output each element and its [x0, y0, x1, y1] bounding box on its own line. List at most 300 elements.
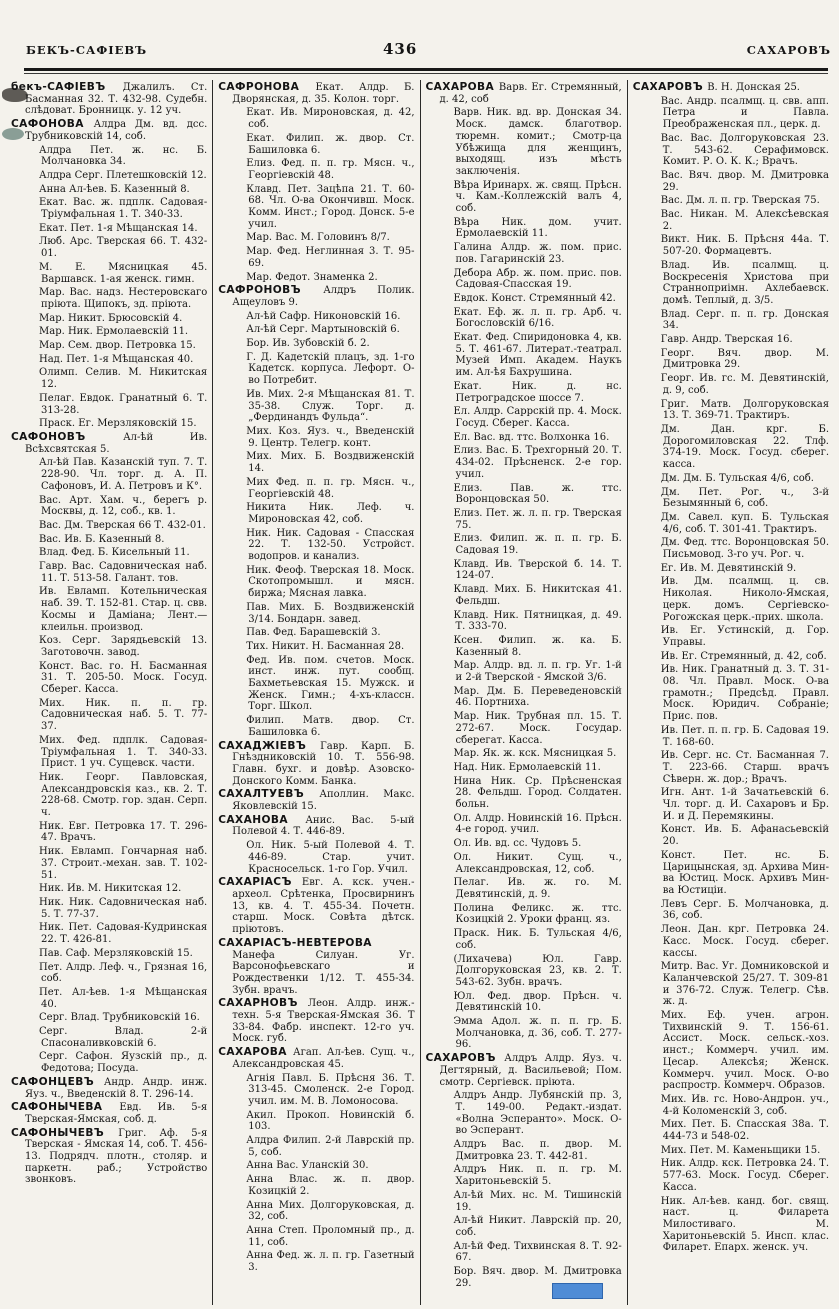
directory-entry: Варв. Ник. вд. вр. Донская 34. Моск. дамск. благотвор. тюремн. комит.; Смотр-ца Убѣжища для женщинъ, выходящ. изъ мѣстъ заключенія.: [426, 107, 622, 177]
page-number: 436: [383, 40, 418, 58]
directory-entry: Мар. Ник. Трубная пл. 15. Т. 272-67. Моск. Государ. сберегат. Касса.: [426, 711, 622, 746]
directory-entry: Бор. Ив. Зубовскій б. 2.: [218, 338, 414, 350]
directory-entry: Мих Фед. п. п. гр. Мясн. ч., Георгіевскій 48.: [218, 477, 414, 500]
directory-entry: Митр. Вас. Уг. Домниковской и Каланчевской 25/27. Т. 309-81 и 376-72. Служ. Телегр. Сѣв. ж. д.: [633, 961, 829, 1008]
directory-entry: Ив. Дм. псалмщ. ц. св. Николая. Николо-Ямская, церк. домъ. Сергіевско-Рогожская церк.-прих. школа.: [633, 576, 829, 623]
ditto-dash: [11, 1012, 39, 1024]
ditto-dash: [11, 457, 39, 469]
directory-entry: Конст. Пет. нс. Б. Царицынская, зд. Архива Мин-ва Юстиц. Моск. Архивъ Мин-ва Юстиціи.: [633, 850, 829, 897]
ditto-dash: [633, 924, 661, 936]
ditto-dash: [426, 406, 454, 418]
ditto-dash: [426, 381, 454, 393]
directory-entry: Праск. Ник. Б. Тульская 4/6, соб.: [426, 928, 622, 951]
directory-entry: Алдра Пет. ж. нс. Б. Молчановка 34.: [11, 145, 207, 168]
ditto-dash: [633, 787, 661, 799]
directory-entry: Серг. Влад. Трубниковскій 16.: [11, 1012, 207, 1024]
directory-entry: Ив. Мих. 2-я Мѣщанская 81. Т. 35-38. Служ. Торг. д. „Фердинандъ Фульда“.: [218, 389, 414, 424]
ditto-dash: [11, 418, 39, 430]
directory-entry: Пав. Фед. Барашевскій 3.: [218, 627, 414, 639]
ditto-dash: [426, 776, 454, 788]
ditto-dash: [218, 311, 246, 323]
directory-entry: Клавд. Ив. Тверской б. 14. Т. 124-07.: [426, 559, 622, 582]
ditto-dash: [633, 899, 661, 911]
directory-entry: Галина Алдр. ж. пом. прис. пов. Гагаринскій 23.: [426, 242, 622, 265]
ditto-dash: [11, 223, 39, 235]
ditto-dash: [218, 389, 246, 401]
directory-entry: Ол. Ив. вд. сс. Чудовъ 5.: [426, 838, 622, 850]
ditto-dash: [11, 635, 39, 647]
ditto-dash: [426, 242, 454, 254]
directory-entry: Мар. Сем. двор. Петровка 15.: [11, 340, 207, 352]
directory-entry: Ал-ѣй Мих. нс. М. Тишинскій 19.: [426, 1190, 622, 1213]
ditto-dash: [633, 195, 661, 207]
directory-entry: Вас. Арт. Хам. ч., берегъ р. Москвы, д. 12, соб., кв. 1.: [11, 495, 207, 518]
ditto-dash: [11, 262, 39, 274]
ditto-dash: [633, 399, 661, 411]
directory-entry: Мих. Пет. Б. Спасская 38а. Т. 444-73 и 548-02.: [633, 1119, 829, 1142]
ditto-dash: [633, 664, 661, 676]
ditto-dash: [218, 565, 246, 577]
directory-entry: Конст. Ив. Б. Афанасьевскій 20.: [633, 824, 829, 847]
directory-entry: Пет. Алдр. Леф. ч., Грязная 16, соб.: [11, 962, 207, 985]
column-4: [627, 80, 834, 1305]
directory-entry: Ол. Ник. 5-ый Полевой 4. Т. 446-89. Стар. учит. Красносельск. 1-го Гор. Учил.: [218, 840, 414, 875]
ditto-dash: [633, 234, 661, 246]
ditto-dash: [633, 512, 661, 524]
ditto-dash: [218, 477, 246, 489]
ditto-dash: [11, 1051, 39, 1063]
ditto-dash: [11, 821, 39, 833]
directory-entry: Ел. Вас. вд. ттс. Волхонка 16.: [426, 432, 622, 444]
directory-entry: Ал-ѣй Никит. Лаврскій пр. 20, соб.: [426, 1215, 622, 1238]
ditto-dash: [633, 1196, 661, 1208]
directory-entry: Мих. Пет. М. Каменьщики 15.: [633, 1145, 829, 1157]
surname: САХАРОВА: [425, 81, 499, 93]
directory-entry: Вас. Никан. М. Алексѣевская 2.: [633, 209, 829, 232]
directory-entry: Мих. Еф. учен. агрон. Тихвинскій 9. Т. 156-61. Ассист. Моск. сельск.-хоз. инст.; Коммерч. учил. им. Цесар. Алексѣя; Женск. Коммерч. учил. Моск. О-во распростр. Коммерч. Образов.: [633, 1010, 829, 1092]
ditto-dash: [218, 107, 246, 119]
ditto-dash: [633, 260, 661, 272]
ditto-dash: [426, 1016, 454, 1028]
ditto-dash: [218, 1110, 246, 1122]
ditto-dash: [426, 107, 454, 119]
ditto-dash: [11, 987, 39, 999]
ditto-dash: [11, 735, 39, 747]
directory-entry: САФОНЫЧЕВА Евд. Ив. 5-я Тверская-Ямская, соб. д.: [11, 1101, 208, 1125]
ditto-dash: [426, 852, 454, 864]
ditto-dash: [11, 586, 39, 598]
ditto-dash: [11, 326, 39, 338]
directory-entry: Ник. Евг. Петровка 17. Т. 296-47. Врачъ.: [11, 821, 207, 844]
directory-entry: Мар. Як. ж. кск. Мясницкая 5.: [426, 748, 622, 760]
directory-entry: Пет. Ал-ѣев. 1-я Мѣщанская 40.: [11, 987, 207, 1010]
directory-entry: Леон. Дан. крг. Петровка 24. Касс. Моск. Госуд. сберег. кассы.: [633, 924, 829, 959]
directory-entry: Мар. Дм. Б. Переведеновскій 46. Портниха.: [426, 686, 622, 709]
ditto-dash: [633, 133, 661, 145]
ditto-dash: [11, 367, 39, 379]
surname: бекъ-САФІЕВЪ: [11, 81, 123, 93]
ditto-dash: [633, 96, 661, 108]
ditto-dash: [633, 750, 661, 762]
ditto-dash: [426, 877, 454, 889]
directory-entry: Вас. Вяч. двор. М. Дмитровка 29.: [633, 170, 829, 193]
ditto-dash: [426, 954, 454, 966]
ditto-dash: [218, 338, 246, 350]
ditto-dash: [11, 698, 39, 710]
ditto-dash: [633, 1094, 661, 1106]
ditto-dash: [218, 528, 246, 540]
ditto-dash: [426, 533, 454, 545]
ditto-dash: [218, 1160, 246, 1172]
directory-entry: Екат. Вас. ж. пдплк. Садовая-Тріумфальная 1. Т. 340-33.: [11, 197, 207, 220]
ditto-dash: [426, 1090, 454, 1102]
ditto-dash: [633, 563, 661, 575]
surname: САХАРНОВЪ: [218, 997, 308, 1010]
column-3: [420, 80, 627, 1305]
ditto-dash: [426, 293, 454, 305]
directory-entry: Екат. Пет. 1-я Мѣщанская 14.: [11, 223, 207, 235]
ditto-dash: [426, 584, 454, 596]
directory-entry: Ол. Алдр. Новинскій 16. Прѣсн. 4-е город. учил.: [426, 813, 622, 836]
directory-entry: Екат. Ив. Мироновская, д. 42, соб.: [218, 107, 414, 130]
running-head: [0, 40, 839, 66]
directory-entry: САХАРІАСЪ-НЕВТЕРОВА Манефа Силуан. Уг. Варсонофьевскаго и Рождественки 1/12. Т. 455-34. Зубн. врачъ.: [218, 936, 415, 996]
directory-entry: Мих. Мих. Б. Воздвиженскій 14.: [218, 451, 414, 474]
ditto-dash: [11, 883, 39, 895]
ditto-dash: [218, 352, 246, 364]
ditto-dash: [218, 1174, 246, 1186]
directory-entry: Дм. Фед. ттс. Воронцовская 50. Письмовод. 3-го уч. Рог. ч.: [633, 537, 829, 560]
ditto-dash: [633, 1158, 661, 1170]
directory-entry: Влад. Серг. п. п. гр. Донская 34.: [633, 309, 829, 332]
ditto-dash: [633, 961, 661, 973]
ditto-dash: [426, 432, 454, 444]
directory-entry: Клавд. Пет. Зацѣпа 21. Т. 60-68. Чл. О-ва Окончивш. Моск. Комм. Инст.; Город. Донск. 5-е учил.: [218, 184, 414, 231]
directory-entry: Левъ Серг. Б. Молчановка, д. 36, соб.: [633, 899, 829, 922]
surname: САХАЛТУЕВЪ: [218, 788, 320, 801]
directory-entry: Вѣра Ник. дом. учит. Ермолаевскій 11.: [426, 217, 622, 240]
directory-entry: Вас. Дм. л. п. гр. Тверская 75.: [633, 195, 829, 207]
column-1: [6, 80, 212, 1305]
ditto-dash: [426, 660, 454, 672]
ditto-dash: [633, 348, 661, 360]
directory-entry: Гавр. Вас. Садовническая наб. 11. Т. 513-58. Галант. тов.: [11, 561, 207, 584]
directory-entry: САФОНОВА Алдра Дм. вд. дсс. Трубниковскій 14, соб.: [11, 118, 208, 142]
directory-entry: Алдра Филип. 2-й Лаврскій пр. 5, соб.: [218, 1135, 414, 1158]
ditto-dash: [218, 272, 246, 284]
ditto-dash: [11, 354, 39, 366]
directory-entry: Георг. Вяч. двор. М. Дмитровка 29.: [633, 348, 829, 371]
ditto-dash: [11, 340, 39, 352]
ditto-dash: [11, 1026, 39, 1038]
ditto-dash: [426, 1241, 454, 1253]
directory-entry: Ник. Алдр. кск. Петровка 24. Т. 577-63. Моск. Госуд. Сберег. Касса.: [633, 1158, 829, 1193]
directory-entry: бекъ-САФІЕВЪ Джалилъ. Ст. Басманная 32. Т. 432-98. Судебн. слѣдоват. Бронницк. у. 12 уч.: [11, 81, 208, 117]
directory-entry: Полина Феликс. ж. ттс. Козицкій 2. Уроки франц. яз.: [426, 903, 622, 926]
directory-entry: Конст. Вас. го. Н. Басманная 31. Т. 205-50. Моск. Госуд. Сберег. Касса.: [11, 661, 207, 696]
directory-entry: САХАРОВЪ Алдръ Алдр. Яуз. ч. Дегтярный, д. Васильевой; Пом. смотр. Сергіевск. пріюта.: [425, 1052, 622, 1088]
ditto-dash: [11, 197, 39, 209]
ditto-dash: [426, 559, 454, 571]
ditto-dash: [11, 547, 39, 559]
ditto-dash: [426, 180, 454, 192]
directory-entry: Анна Мих. Долгоруковская, д. 32, соб.: [218, 1200, 414, 1223]
ditto-dash: [218, 641, 246, 653]
directory-entry: Екат. Еф. ж. л. п. гр. Арб. ч. Богословскій 6/16.: [426, 307, 622, 330]
directory-entry: Мар. Вас. М. Головинъ 8/7.: [218, 232, 414, 244]
ditto-dash: [633, 725, 661, 737]
directory-entry: М. Е. Мясницкая 45. Варшавск. 1-ая женск. гимн.: [11, 262, 207, 285]
ditto-dash: [633, 1119, 661, 1131]
directory-entry: Ал-ѣй Пав. Казанскій туп. 7. Т. 228-90. Чл. торг. д. А. П. Сафоновъ, И. А. Петровъ и К°.: [11, 457, 207, 492]
ditto-dash: [426, 1266, 454, 1278]
directory-entry: САХАНОВА Анис. Вас. 5-ый Полевой 4. Т. 446-89.: [218, 813, 415, 838]
ditto-dash: [426, 711, 454, 723]
ditto-dash: [426, 762, 454, 774]
surname: САХАРОВА: [218, 1046, 294, 1059]
ditto-dash: [11, 561, 39, 573]
directory-entry: Мих. Коз. Яуз. ч., Введенскій 9. Центр. Телегр. конт.: [218, 426, 414, 449]
directory-entry: Вас. Андр. псалмщ. ц. свв. апп. Петра и Павла. Преображенская пл., церк. д.: [633, 96, 829, 131]
directory-entry: Ник. Георг. Павловская, Александровскія каз., кв. 2. Т. 228-68. Смотр. гор. здан. Серп. ч.: [11, 772, 207, 819]
directory-entry: Бор. Вяч. двор. М. Дмитровка 29.: [426, 1266, 622, 1289]
ditto-dash: [633, 824, 661, 836]
directory-entry: (Лихачева) Юл. Гавр. Долгоруковская 23, кв. 2. Т. 543-62. Зубн. врачъ.: [426, 954, 622, 989]
directory-entry: Елиз. Филип. ж. п. п. гр. Б. Садовая 19.: [426, 533, 622, 556]
directory-entry: Ник. Пет. Садовая-Кудринская 22. Т. 426-81.: [11, 922, 207, 945]
directory-entry: САХАРНОВЪ Леон. Алдр. инж.-техн. 5-я Тверская-Ямская 36. Т 33-84. Фабр. инспект. 12-го уч. Моск. губ.: [218, 997, 415, 1045]
surname: САФОНОВЪ: [11, 430, 124, 443]
ditto-dash: [11, 948, 39, 960]
directory-entry: Елиз. Пет. ж. л. п. гр. Тверская 75.: [426, 508, 622, 531]
ditto-dash: [218, 324, 246, 336]
directory-entry: Ал-ѣй Сафр. Никоновскій 16.: [218, 311, 414, 323]
directory-entry: Анна Вас. Уланскій 30.: [218, 1160, 414, 1172]
directory-entry: Евдок. Конст. Стремянный 42.: [426, 293, 622, 305]
directory-entry: САФОНЦЕВЪ Андр. Андр. инж. Яуз. ч., Введенскій 8. Т. 296-14.: [11, 1075, 208, 1100]
directory-entry: Пав. Мих. Б. Воздвиженскій 3/14. Бондарн. завед.: [218, 602, 414, 625]
directory-entry: Фед. Ив. пом. счетов. Моск. инст. инж. пут. сообщ. Бахметьевская 15. Мужск. и Женск. Гимн.; 4-хъ-классн. Торг. Школ.: [218, 655, 414, 714]
surname: САХАНОВА: [218, 813, 306, 826]
directory-entry: Анна Влас. ж. п. двор. Козицкій 2.: [218, 1174, 414, 1197]
ditto-dash: [426, 748, 454, 760]
directory-entry: Ник. Ал-ѣев. канд. бог. свящ. наст. ц. Филарета Милостиваго. М. Харитоньевскій 5. Инсп. клас. Филарет. Епарх. женск. уч.: [633, 1196, 829, 1255]
directory-entry: Елиз. Фед. п. п. гр. Мясн. ч., Георгіевскій 48.: [218, 158, 414, 181]
directory-entry: Ив. Евламп. Котельническая наб. 39. Т. 152-81. Стар. ц. свв. Космы и Даміана; Лент.—клеильн. производ.: [11, 586, 207, 633]
directory-entry: Ник. Ник. Садовая - Спасская 22. Т. 132-50. Устройст. водопров. и канализ.: [218, 528, 414, 563]
directory-entry: Екат. Ник. д. нс. Петроградское шоссе 7.: [426, 381, 622, 404]
directory-entry: Клавд. Мих. Б. Никитская 41. Фельдш.: [426, 584, 622, 607]
ditto-dash: [426, 1164, 454, 1176]
header-rule-thin: [24, 73, 828, 74]
directory-entry: Викт. Ник. Б. Прѣсня 44а. Т. 507-20. Формацевтъ.: [633, 234, 829, 257]
directory-entry: Коз. Серг. Зарядьевскій 13. Заготовочн. завод.: [11, 635, 207, 658]
directory-entry: САФОНЫЧЕВЪ Григ. Аф. 5-я Тверская - Ямская 14, соб. Т. 456-13. Подрядч. плотн., столяр. и паркетн. раб.; Устройство звонковъ.: [11, 1126, 208, 1186]
directory-entry: Ив. Ег. Устинскій, д. Гор. Управы.: [633, 625, 829, 648]
directory-entry: Ив. Серг. нс. Ст. Басманная 7. Т. 223-66. Старш. врачъ Сѣверн. ж. дор.; Врачъ.: [633, 750, 829, 785]
directory-entry: Никита Ник. Леф. ч. Мироновская 42, соб.: [218, 502, 414, 525]
surname: САФРОНОВА: [218, 81, 316, 93]
surname: САХАРОВЪ: [425, 1052, 505, 1065]
directory-entry: САХАЛТУЕВЪ Аполлин. Макс. Яковлевскій 15.: [218, 788, 415, 813]
directory-entry: Вас. Дм. Тверская 66 Т. 432-01.: [11, 520, 207, 532]
directory-entry: Дм. Дм. Б. Тульская 4/6, соб.: [633, 473, 829, 485]
directory-entry: Пелаг. Евдок. Гранатный 6. Т. 313-28.: [11, 393, 207, 416]
ditto-dash: [426, 508, 454, 520]
ditto-dash: [11, 520, 39, 532]
ditto-dash: [11, 236, 39, 248]
directory-entry: Ник. Ив. М. Никитская 12.: [11, 883, 207, 895]
directory-entry: САФОНОВЪ Ал-ѣй Ив. Всѣхсвятская 5.: [11, 430, 208, 455]
directory-entry: Ив. Ег. Стремянный, д. 42, соб.: [633, 651, 829, 663]
directory-entry: Вас. Вас. Долгоруковская 23. Т. 543-62. Серафимовск. Комит. Р. О. К. К.; Врачъ.: [633, 133, 829, 168]
ditto-dash: [633, 334, 661, 346]
directory-entry: САФРОНОВА Екат. Алдр. Б. Дворянская, д. 35. Колон. торг.: [218, 81, 415, 105]
directory-entry: Дебора Абр. ж. пом. прис. пов. Садовая-Спасская 19.: [426, 268, 622, 291]
directory-entry: Мих. Фед. пдплк. Садовая-Тріумфальная 1. Т. 340-33. Прист. 1 уч. Сущевск. части.: [11, 735, 207, 770]
directory-entry: Дм. Пет. Рог. ч., 3-й Безымянный 6, соб.: [633, 487, 829, 510]
directory-entry: Серг. Влад. 2-й Спасоналивковскій 6.: [11, 1026, 207, 1049]
directory-entry: Влад. Фед. Б. Кисельный 11.: [11, 547, 207, 559]
directory-entry: Серг. Сафон. Яузскій пр., д. Федотова; Посуда.: [11, 1051, 207, 1074]
ditto-dash: [633, 537, 661, 549]
ditto-dash: [426, 1139, 454, 1151]
directory-entry: Акил. Прокоп. Новинскій б. 103.: [218, 1110, 414, 1133]
ditto-dash: [633, 1145, 661, 1157]
ditto-dash: [426, 217, 454, 229]
directory-entry: Екат. Фед. Спиридоновка 4, кв. 5. Т. 461-67. Литерат.-театрал. Музей Имп. Академ. Наукъ им. Ал-ѣя Бахрушина.: [426, 332, 622, 379]
ditto-dash: [218, 655, 246, 667]
ditto-dash: [218, 1073, 246, 1085]
ditto-dash: [11, 661, 39, 673]
ditto-dash: [218, 451, 246, 463]
directory-entry: Влад. Ив. псалмщ. ц. Воскресенія Христова при Странноприімн. Ахлебаевск. домѣ. Теплый, д. 3/5.: [633, 260, 829, 307]
ditto-dash: [11, 534, 39, 546]
ditto-dash: [633, 1010, 661, 1022]
directory-entry: Мар. Федот. Знаменка 2.: [218, 272, 414, 284]
ditto-dash: [218, 602, 246, 614]
directory-entry: САХАРОВА Варв. Ег. Стремянный, д. 42, соб: [425, 81, 622, 105]
directory-entry: Мих. Ник. п. п. гр. Садовническая наб. 5. Т. 77-37.: [11, 698, 207, 733]
ditto-dash: [11, 184, 39, 196]
surname: САФРОНОВЪ: [218, 284, 324, 297]
directory-entry: Екат. Филип. ж. двор. Ст. Башиловка 6.: [218, 133, 414, 156]
directory-entry: Над. Ник. Ермолаевскій 11.: [426, 762, 622, 774]
directory-entry: Ег. Ив. М. Девятинскій 9.: [633, 563, 829, 575]
directory-entry: Елиз. Вас. Б. Трехгорный 20. Т. 434-02. Прѣсненск. 2-е гор. учил.: [426, 445, 622, 480]
ditto-dash: [218, 1200, 246, 1212]
directory-entry: Вас. Ив. Б. Казенный 8.: [11, 534, 207, 546]
directory-entry: Клавд. Ник. Пятницкая, д. 49. Т. 333-70.: [426, 610, 622, 633]
surname: САФОНЫЧЕВЪ: [11, 1126, 119, 1139]
directory-entry: Мих. Ив. гс. Ново-Андрон. уч., 4-й Коломенскій 3, соб.: [633, 1094, 829, 1117]
directory-entry: Григ. Матв. Долгоруковская 13. Т. 369-71. Трактиръ.: [633, 399, 829, 422]
ditto-dash: [218, 840, 246, 852]
directory-entry: Юл. Фед. двор. Прѣсн. ч. Девятинскій 10.: [426, 991, 622, 1014]
running-head-right: САХАРОВЪ: [746, 43, 831, 57]
ditto-dash: [426, 928, 454, 940]
directory-entry: Ник. Ник. Садовническая наб. 5. Т. 77-37.: [11, 897, 207, 920]
header-rule: [24, 68, 828, 71]
directory-entry: Гавр. Андр. Тверская 16.: [633, 334, 829, 346]
directory-entry: Г. Д. Кадетскій плацъ, зд. 1-го Кадетск. корпуса. Лефорт. О-во Потребит.: [218, 352, 414, 387]
ditto-dash: [633, 373, 661, 385]
ditto-dash: [218, 502, 246, 514]
directory-entry: Анна Ал-ѣев. Б. Казенный 8.: [11, 184, 207, 196]
directory-entry: Мар. Алдр. вд. л. п. гр. Уг. 1-й и 2-й Тверской - Ямской 3/6.: [426, 660, 622, 683]
ditto-dash: [218, 232, 246, 244]
directory-entry: Мар. Никит. Брюсовскій 4.: [11, 313, 207, 325]
ditto-dash: [218, 133, 246, 145]
ditto-dash: [633, 651, 661, 663]
directory-entry: САФРОНОВЪ Алдръ Полик. Ащеуловъ 9.: [218, 284, 415, 308]
directory-entry: Мар. Вас. надз. Нестеровскаго пріюта. Щипокъ, зд. пріюта.: [11, 287, 207, 310]
directory-entry: Над. Пет. 1-я Мѣщанская 40.: [11, 354, 207, 366]
ditto-dash: [633, 209, 661, 221]
ditto-dash: [633, 625, 661, 637]
directory-entry: Ник. Феоф. Тверская 18. Моск. Скотопромышл. и мясн. биржа; Мясная лавка.: [218, 565, 414, 600]
surname: САФОНОВА: [11, 118, 94, 131]
ditto-dash: [426, 813, 454, 825]
ditto-dash: [218, 1225, 246, 1237]
surname: САХАРІАСЪ-НЕВТЕРОВА: [218, 936, 372, 949]
ditto-dash: [11, 287, 39, 299]
directory-entry: Филип. Матв. двор. Ст. Башиловка 6.: [218, 715, 414, 738]
directory-entry: Люб. Арс. Тверская 66. Т. 432-01.: [11, 236, 207, 259]
ditto-dash: [426, 635, 454, 647]
directory-entry: Дм. Савел. куп. Б. Тульская 4/6, соб. Т. 301-41. Трактиръ.: [633, 512, 829, 535]
directory-entry: Ив. Ник. Гранатный д. 3. Т. 31-08. Чл. Правл. Моск. О-ва грамотн.; Предсѣд. Правл. Моск. Юридич. Собраніе; Прис. пов.: [633, 664, 829, 723]
ditto-dash: [633, 170, 661, 182]
directory-entry: Елиз. Пав. ж. ттс. Воронцовская 50.: [426, 483, 622, 506]
directory-entry: Праск. Ег. Мерзляковскій 15.: [11, 418, 207, 430]
directory-entry: Ол. Никит. Сущ. ч., Александровская, 12, соб.: [426, 852, 622, 875]
directory-entry: Олимп. Селив. М. Никитская 12.: [11, 367, 207, 390]
ditto-dash: [426, 332, 454, 344]
directory-entry: Мар. Ник. Ермолаевскій 11.: [11, 326, 207, 338]
ditto-dash: [633, 309, 661, 321]
surname: САФОНЦЕВЪ: [11, 1075, 104, 1088]
ditto-dash: [633, 424, 661, 436]
directory-entry: Пав. Саф. Мерзляковскій 15.: [11, 948, 207, 960]
text-columns: [6, 80, 834, 1305]
ditto-dash: [218, 1135, 246, 1147]
directory-entry: САХАРОВЪ В. Н. Донская 25.: [632, 81, 800, 93]
ditto-dash: [11, 846, 39, 858]
ditto-dash: [426, 610, 454, 622]
directory-entry: САХАРІАСЪ Евг. А. кск. учен.-археол. Срѣтенка, Просвирнинъ 13, кв. 4. Т. 455-34. Почетн. старш. Моск. Совѣта дѣтск. пріютовъ.: [218, 876, 415, 936]
directory-entry: Тих. Никит. Н. Басманная 28.: [218, 641, 414, 653]
ditto-dash: [633, 576, 661, 588]
directory-entry: Пелаг. Ив. ж. го. М. Девятинскій, д. 9.: [426, 877, 622, 900]
ditto-dash: [218, 627, 246, 639]
directory-entry: Алдръ Андр. Лубянскій пр. 3, Т. 149-00. Редакт.-издат. «Волна Эсперанто». Моск. О-во Эсперант.: [426, 1090, 622, 1137]
directory-entry: Георг. Ив. гс. М. Девятинскій, д. 9, соб.: [633, 373, 829, 396]
ditto-dash: [633, 850, 661, 862]
ditto-dash: [633, 487, 661, 499]
ditto-dash: [426, 307, 454, 319]
ditto-dash: [11, 393, 39, 405]
directory-entry: Алдръ Ник. п. п. гр. М. Харитоньевскій 5.: [426, 1164, 622, 1187]
ditto-dash: [11, 897, 39, 909]
directory-entry: САХАРОВА Агап. Ал-ѣев. Сущ. ч., Александровская 45.: [218, 1046, 415, 1070]
directory-entry: Вѣра Иринарх. ж. свящ. Прѣсн. ч. Кам.-Коллежскій валъ 4, соб.: [426, 180, 622, 215]
ditto-dash: [218, 184, 246, 196]
blue-sticker: [552, 1283, 603, 1299]
directory-entry: САХАДЖІЕВЪ Гавр. Карп. Б. Гнѣздниковскій 10. Т. 556-98. Главн. бухг. и довѣр. Азовско-Донского Комм. Банка.: [218, 739, 415, 787]
ditto-dash: [218, 1250, 246, 1262]
ditto-dash: [426, 445, 454, 457]
